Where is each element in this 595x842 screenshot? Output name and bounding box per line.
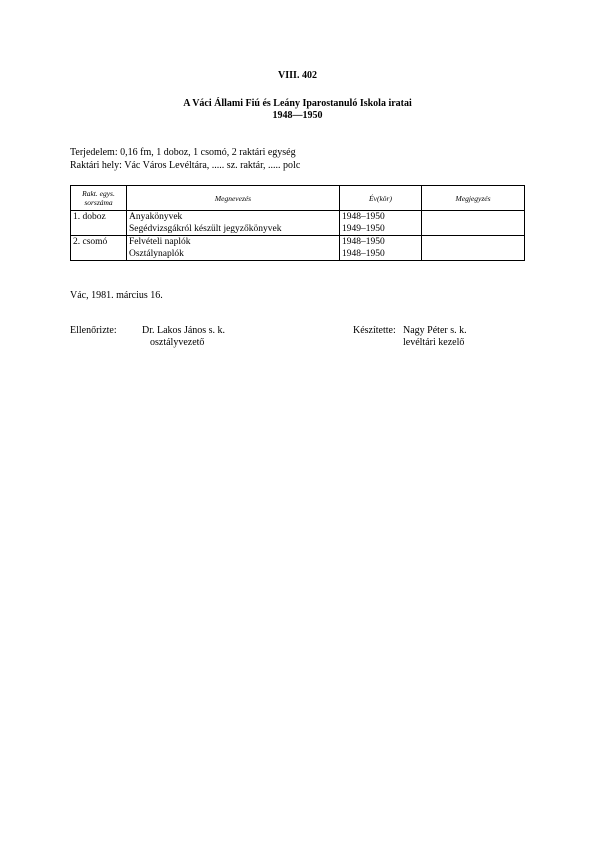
unit-cell — [71, 248, 127, 261]
notes-cell — [422, 248, 525, 261]
header-notes: Megjegyzés — [422, 186, 525, 211]
header-name: Megnevezés — [127, 186, 340, 211]
table-header-row — [71, 186, 525, 211]
header-unit: Rakt. egys. sorszáma — [71, 186, 127, 211]
prepared-role: levéltári kezelő — [403, 337, 465, 348]
name-cell: Osztálynaplók — [127, 248, 340, 261]
table-row — [71, 236, 525, 249]
extent-text: Terjedelem: 0,16 fm, 1 doboz, 1 csomó, 2 raktári egység — [70, 147, 296, 158]
prepared-name: Nagy Péter s. k. — [403, 325, 467, 336]
unit-cell: 2. csomó — [71, 236, 127, 249]
records-table — [70, 185, 525, 261]
location-text: Raktári hely: Vác Város Levéltára, ..... sz. raktár, ..... polc — [70, 160, 301, 171]
checked-label: Ellenőrizte: — [70, 325, 117, 336]
document-code: VIII. 402 — [278, 70, 317, 81]
years-cell: 1949–1950 — [340, 223, 422, 236]
name-cell: Anyakönyvek — [127, 211, 340, 224]
unit-cell: 1. doboz — [71, 211, 127, 224]
document-title: A Váci Állami Fiú és Leány Iparostanuló Iskola iratai — [183, 98, 412, 109]
years-cell: 1948–1950 — [340, 236, 422, 249]
table-row — [71, 223, 525, 236]
name-cell: Felvételi naplók — [127, 236, 340, 249]
checked-name: Dr. Lakos János s. k. — [142, 325, 226, 336]
notes-cell — [422, 236, 525, 249]
years-cell: 1948–1950 — [340, 211, 422, 224]
header-years: Év(kör) — [340, 186, 422, 211]
years-cell: 1948–1950 — [340, 248, 422, 261]
notes-cell — [422, 223, 525, 236]
table-row — [71, 248, 525, 261]
unit-cell — [71, 223, 127, 236]
name-cell: Segédvizsgákról készült jegyzőkönyvek — [127, 223, 340, 236]
prepared-label: Készítette: — [353, 325, 396, 336]
document-years: 1948—1950 — [272, 110, 323, 121]
checked-role: osztályvezető — [150, 337, 205, 348]
notes-cell — [422, 211, 525, 224]
place-date: Vác, 1981. március 16. — [70, 290, 163, 301]
table-row — [71, 211, 525, 224]
